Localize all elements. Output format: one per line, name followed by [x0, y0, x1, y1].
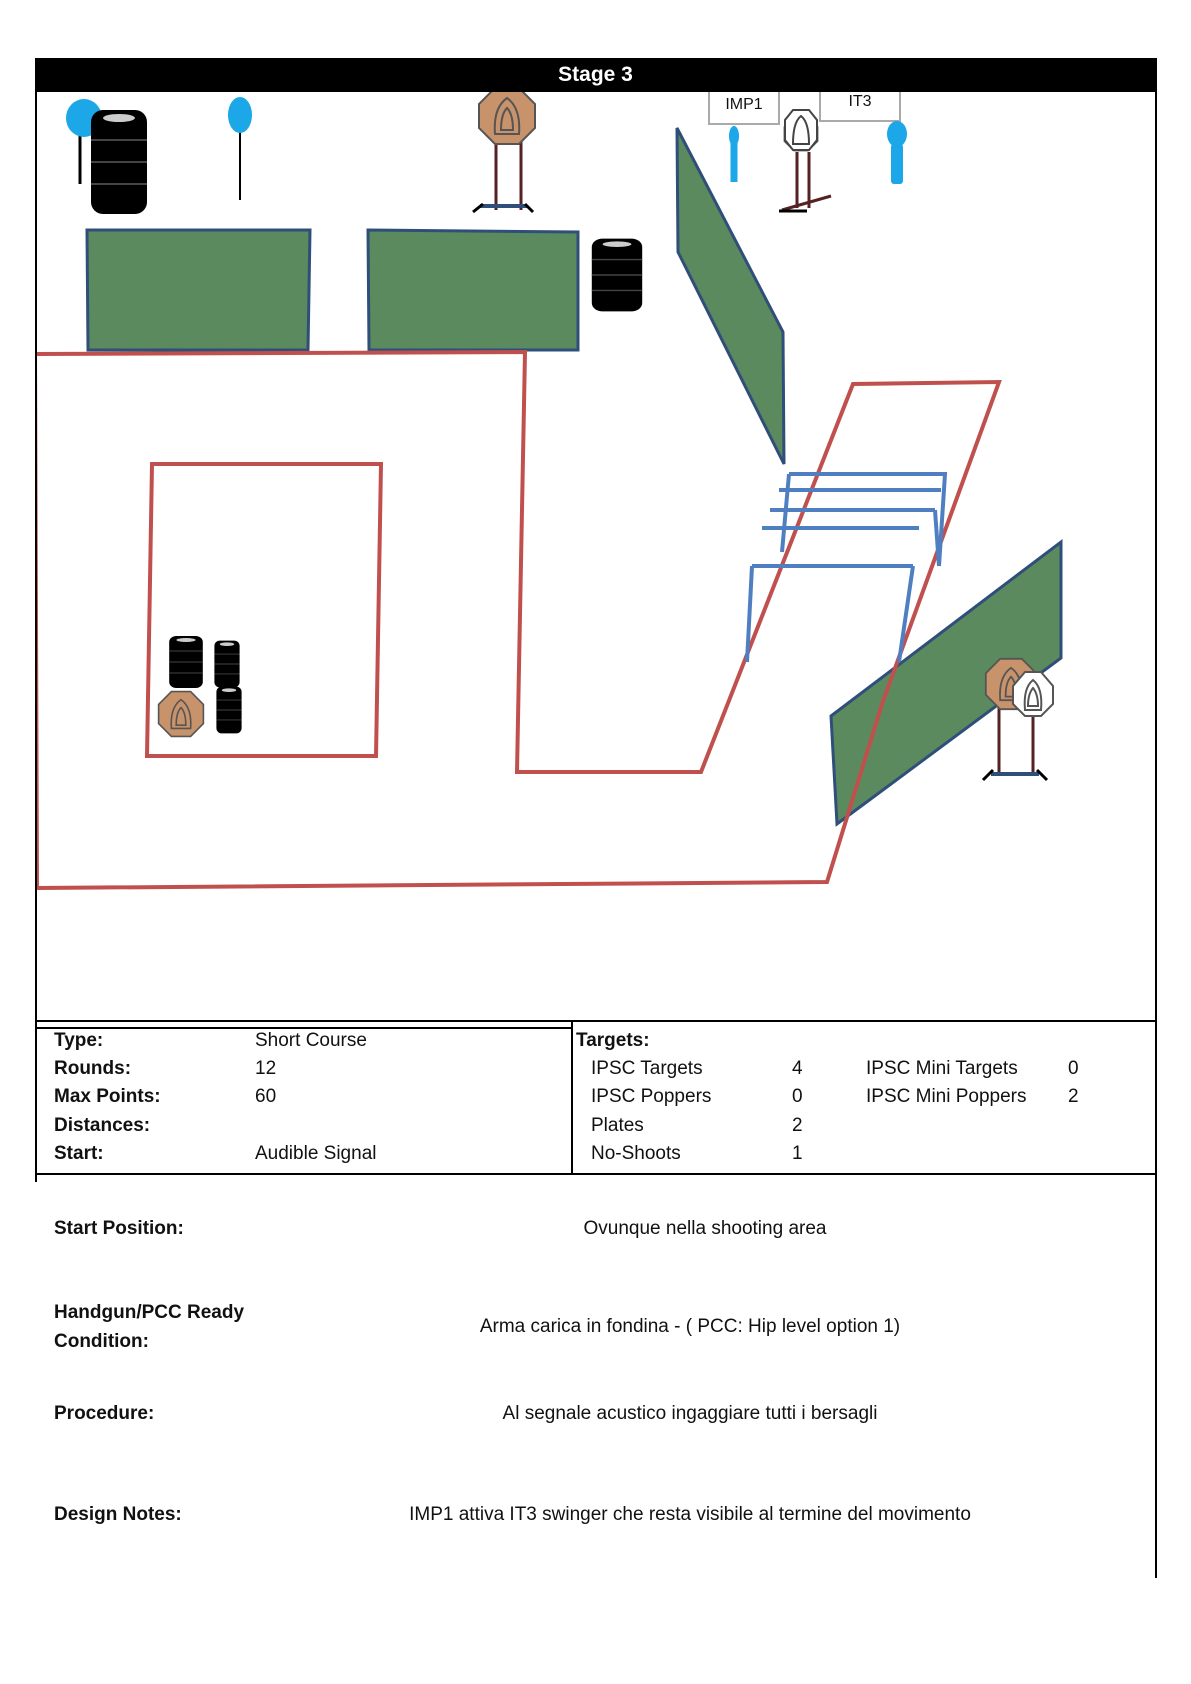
frame-right-border: [1155, 58, 1157, 1578]
mini-target-name: IPSC Mini Targets: [866, 1058, 1018, 1079]
start-position-label: Start Position:: [54, 1218, 184, 1239]
procedure-value: Al segnale acustico ingaggiare tutti i bersagli: [502, 1403, 878, 1424]
it3-tag: IT3: [848, 93, 872, 110]
imp1-tag: IMP1: [725, 96, 763, 113]
maxpoints-label: Max Points:: [54, 1086, 161, 1107]
barrel-stack-top-left: [91, 110, 147, 214]
target-count: 2: [792, 1115, 803, 1136]
rounds-value: 12: [255, 1058, 277, 1079]
start-label: Start:: [54, 1143, 104, 1164]
procedure-label: Procedure:: [54, 1403, 155, 1424]
info-bottom-border: [35, 1173, 1157, 1175]
start-value: Audible Signal: [255, 1143, 377, 1164]
mini-target-name: IPSC Mini Poppers: [866, 1086, 1027, 1107]
target-name: IPSC Targets: [591, 1058, 703, 1079]
ready-condition-label-1: Handgun/PCC Ready: [54, 1302, 245, 1323]
barrel-stack-center: [592, 239, 642, 312]
ready-condition-value: Arma carica in fondina - ( PCC: Hip level option 1): [479, 1316, 901, 1337]
ipsc-target-inner-box: [159, 692, 204, 737]
no-shoot-bottom-right: [1013, 672, 1053, 716]
wall-top-center: [368, 230, 578, 350]
design-notes-value: IMP1 attiva IT3 swinger che resta visibile al termine del movimento: [409, 1504, 971, 1525]
wall-top-left: [87, 230, 310, 350]
target-count: 4: [792, 1058, 803, 1079]
port-structure: [747, 474, 945, 662]
maxpoints-value: 60: [255, 1086, 277, 1107]
stage-title: Stage 3: [35, 58, 1156, 92]
type-value: Short Course: [255, 1030, 367, 1051]
target-count: 0: [792, 1086, 803, 1107]
mini-target-count: 2: [1068, 1086, 1079, 1107]
popper-imp1-left: [729, 126, 739, 182]
popper-left-2: [228, 97, 252, 200]
ipsc-target-top-center: [473, 92, 535, 212]
info-divider: [571, 1020, 573, 1175]
target-count: 1: [792, 1143, 803, 1164]
start-position-value: Ovunque nella shooting area: [583, 1218, 827, 1239]
stage-diagram: [37, 92, 1155, 1022]
targets-label: Targets:: [576, 1030, 650, 1051]
target-name: IPSC Poppers: [591, 1086, 712, 1107]
popper-imp1-right: [887, 121, 907, 184]
it3-swinger-target: [779, 110, 831, 211]
design-notes-label: Design Notes:: [54, 1504, 182, 1525]
mini-target-count: 0: [1068, 1058, 1079, 1079]
rounds-label: Rounds:: [54, 1058, 132, 1079]
info-top-border-inner: [35, 1027, 572, 1029]
distances-label: Distances:: [54, 1115, 151, 1136]
type-label: Type:: [54, 1030, 104, 1051]
info-top-border: [35, 1020, 1157, 1022]
target-name: No-Shoots: [591, 1143, 681, 1164]
target-name: Plates: [591, 1115, 644, 1136]
ready-condition-label-2: Condition:: [54, 1331, 149, 1352]
